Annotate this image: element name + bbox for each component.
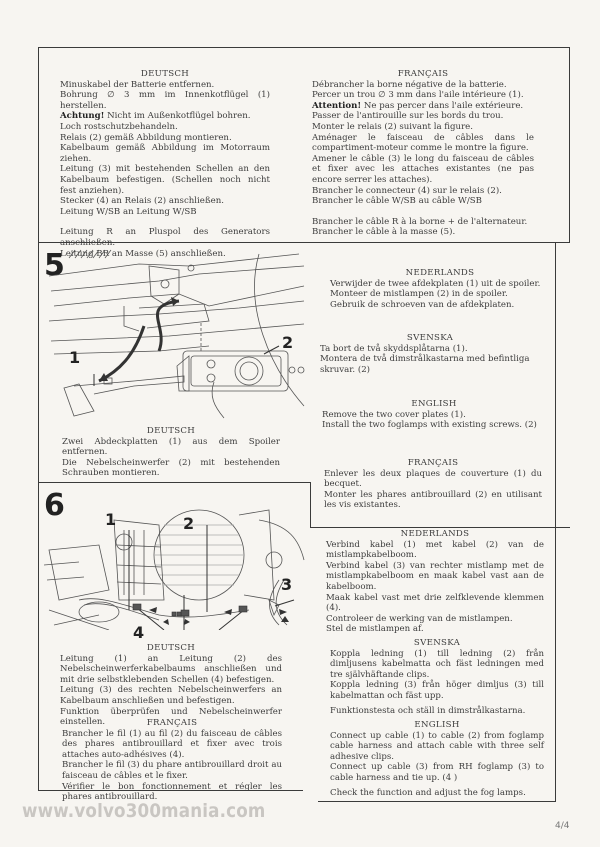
- figure5-english: ENGLISH Remove the two cover plates (1). Install the two foglamps with existing screws. (2): [322, 399, 546, 431]
- watermark: www.volvo300mania.com: [22, 800, 266, 822]
- figure5-nederlands: NEDERLANDS Verwijder de twee afdekplaten (1) uit de spoiler. Monteer de mistlampen (2) in de spoiler. Gebruik de schroeven van de afdekplaten.: [330, 268, 550, 310]
- section-heading: SVENSKA: [413, 638, 461, 648]
- divider-2: [38, 482, 310, 483]
- figure-6-callout-1: 1: [105, 510, 117, 529]
- section-heading: SVENSKA: [406, 333, 454, 343]
- figure6-english: ENGLISH Connect up cable (1) to cable (2) from foglamp cable harness and attach cable with three self adhesive clips. Connect up cable (3) from RH foglamp (3) to cable harness and tie up. (4 ) Check the function and adjust the fog lamps.: [330, 720, 544, 798]
- frame-left-top: [38, 47, 39, 242]
- section-heading: DEUTSCH: [146, 426, 196, 436]
- section1-deutsch: DEUTSCH Minuskabel der Batterie entfernen. Bohrung ∅ 3 mm im Innenkotflügel (1) herstellen. Achtung! Nicht im Außenkotflügel bohren. Loch rostschutzbehandeln. Relais (2) gemäß Abbildung montieren. Kabelbaum gemäß Abbildung im Motorraum ziehen. Leitung (3) mit bestehenden Schellen an den Kabelbaum befestigen. (Schellen noch nicht fest anziehen). Stecker (4) an Relais (2) anschließen. Leitung W/SB an Leitung W/SB Leitung R an Pluspol des Generators anschließen. Leitung BR an Masse (5) anschließen.: [60, 69, 270, 259]
- frame-top: [38, 47, 570, 48]
- frame-right-bot: [555, 527, 556, 802]
- figure5-svenska: SVENSKA Ta bort de två skyddsplåtarna (1). Montera de två dimstrålkastarna med befintliga skruvar. (2): [320, 333, 540, 375]
- figure-6-illustration: [39, 500, 309, 630]
- figure5-deutsch: DEUTSCH Zwei Abdeckplatten (1) aus dem Spoiler entfernen. Die Nebelscheinwerfer (2) mit bestehenden Schrauben montieren.: [62, 426, 280, 479]
- figure-5-number: 5: [44, 248, 65, 283]
- figure6-svenska: SVENSKA Koppla ledning (1) till ledning (2) från dimljusens kabelmatta och fäst ledningen med tre självhäftande clips. Koppla ledning (3) från höger dimljus (3) till kabelmattan och fäst upp. Funktionstesta och ställ in dimstrålkastarna.: [330, 638, 544, 716]
- section-heading: ENGLISH: [411, 399, 457, 409]
- section-heading: DEUTSCH: [146, 643, 196, 653]
- section-heading: FRANÇAIS: [146, 718, 198, 728]
- divider-2-vert: [310, 482, 311, 527]
- section-heading: NEDERLANDS: [400, 529, 470, 539]
- figure6-deutsch: DEUTSCH Leitung (1) an Leitung (2) des Nebelscheinwerferkabelbaums anschließen und mit drie selbstklebenden Schellen (4) befestigen. Leitung (3) des rechten Nebelscheinwerfers an Kabelbaum anschließen und befestigen. Funktion überprüfen und Nebelscheinwerfer einstellen.: [60, 643, 282, 728]
- figure6-francais: FRANÇAIS Brancher le fil (1) au fil (2) du faisceau de câbles des phares antibrouillard et fixer avec trois attaches auto-adhésives (4). Brancher le fil (3) du phare antibrouillard droit au faisceau de câbles et le fixer. Vérifier le bon fonctionnement et régler les phares antibrouillard.: [62, 718, 282, 803]
- section1-francais: FRANÇAIS Débrancher la borne négative de la batterie. Percer un trou ∅ 3 mm dans l'aile intérieure (1). Attention! Ne pas percer dans l'aile extérieure. Passer de l'antirouille sur les bords du trou. Monter le relais (2) suivant la figure. Aménager le faisceau de câbles dans le compartiment-moteur comme le montre la figure. Amener le câble (3) le long du faisceau de câbles et fixer avec les attaches existantes (ne pas encore serrer les attaches). Brancher le connecteur (4) sur le relais (2). Brancher le câble W/SB au câble W/SB Brancher le câble R à la borne + de l'alternateur. Brancher le câble à la masse (5).: [312, 69, 534, 238]
- section-heading: FRANÇAIS: [397, 69, 449, 79]
- section-heading: FRANÇAIS: [407, 458, 459, 468]
- section-heading: NEDERLANDS: [405, 268, 475, 278]
- figure6-nederlands: NEDERLANDS Verbind kabel (1) met kabel (2) van de mistlampkabelboom. Verbind kabel (3) van rechter mistlamp met de mistlampkabelboom en maak kabel vast aan de kabelboom. Maak kabel vast met drie zelfklevende klemmen (4). Controleer de werking van de mistlampen. Stel de mistlampen af.: [326, 529, 544, 635]
- divider-3: [310, 527, 570, 528]
- figure-6-callout-2: 2: [183, 514, 195, 533]
- warning-label: Achtung!: [60, 111, 105, 122]
- figure-5-illustration: [39, 246, 309, 421]
- figure-6-number: 6: [44, 488, 65, 523]
- section-heading: ENGLISH: [414, 720, 460, 730]
- section-heading: DEUTSCH: [140, 69, 190, 79]
- figure-5-callout-2: 2: [282, 333, 294, 352]
- figure5-francais: FRANÇAIS Enlever les deux plaques de couverture (1) du becquet. Monter les phares antibrouillard (2) en utilisant les vis existantes.: [324, 458, 542, 511]
- figure-6-callout-4: 4: [133, 623, 145, 642]
- figure-5-callout-1: 1: [69, 348, 81, 367]
- warning-label: Attention!: [312, 100, 362, 111]
- frame-bottom-right: [318, 801, 556, 802]
- frame-right-top: [569, 47, 570, 242]
- page-number: 4/4: [555, 821, 570, 831]
- figure-6-callout-3: 3: [281, 575, 293, 594]
- frame-right-mid: [555, 242, 556, 527]
